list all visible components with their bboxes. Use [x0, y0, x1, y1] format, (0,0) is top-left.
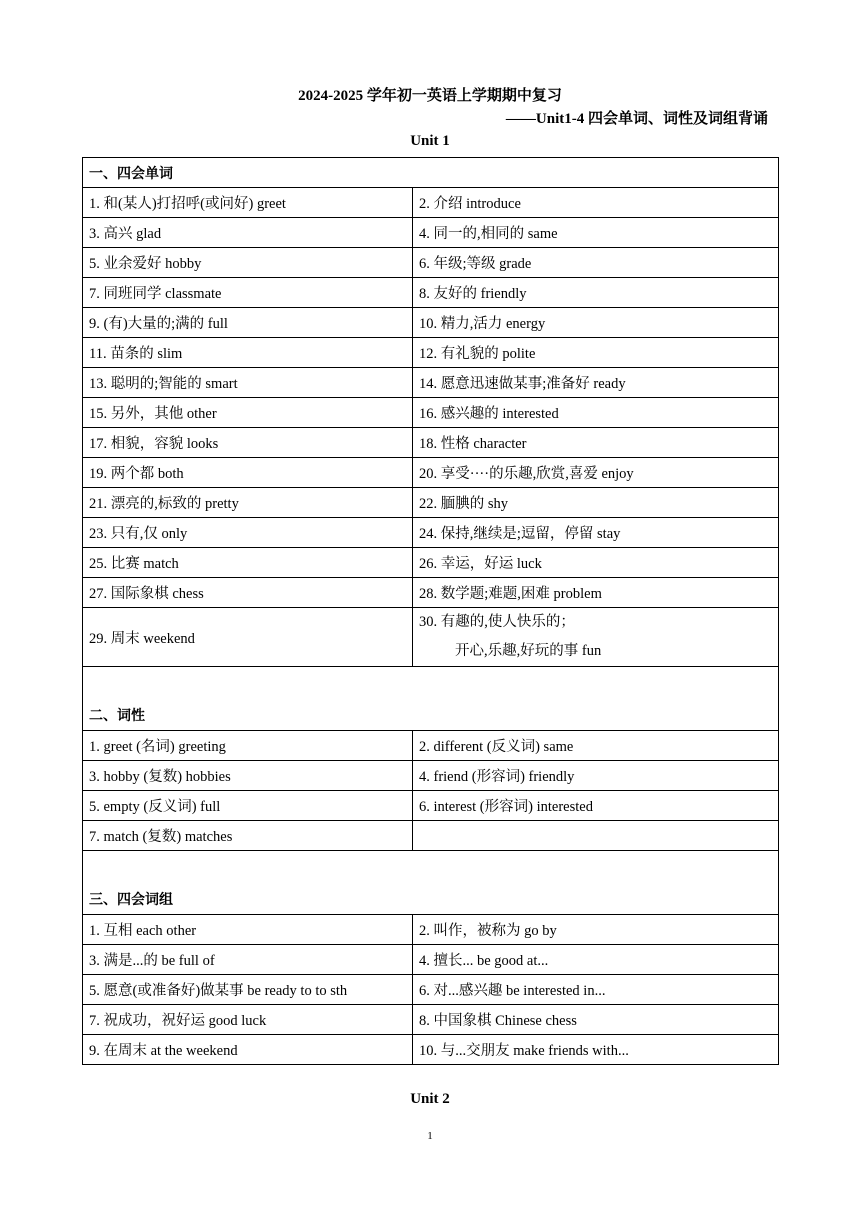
page-number: 1: [427, 1130, 433, 1142]
word-row-right-cell: 24. 保持,继续是;逗留，停留 stay: [413, 518, 779, 548]
word-row-left-cell: 13. 聪明的;智能的 smart: [83, 368, 413, 398]
word-row: [83, 278, 779, 308]
pos-row-right-cell: 2. different (反义词) same: [413, 731, 779, 761]
word-row: [83, 368, 779, 398]
pos-row: [83, 761, 779, 791]
word-row-right-cell: 14. 愿意迅速做某事;准备好 ready: [413, 368, 779, 398]
pos-row: [83, 791, 779, 821]
word-row-right-cell: 10. 精力,活力 energy: [413, 308, 779, 338]
word-row-left-cell: 5. 业余爱好 hobby: [83, 248, 413, 278]
phrase-row-left-cell: 7. 祝成功，祝好运 good luck: [83, 1005, 413, 1035]
word-row-right-cell: 20. 享受····的乐趣,欣赏,喜爱 enjoy: [413, 458, 779, 488]
phrase-row: [83, 975, 779, 1005]
document-subtitle: ——Unit1-4 四会单词、词性及词组背诵: [505, 111, 768, 127]
pos-row: [83, 731, 779, 761]
word-row: [83, 458, 779, 488]
phrase-row-right-cell: 4. 擅长... be good at...: [413, 945, 779, 975]
phrase-row: [83, 1005, 779, 1035]
unit-1-heading: Unit 1: [410, 133, 450, 149]
word-row-right-cell: 6. 年级;等级 grade: [413, 248, 779, 278]
word-row-left-cell: 25. 比赛 match: [83, 548, 413, 578]
phrase-row-right-cell: 6. 对...感兴趣 be interested in...: [413, 975, 779, 1005]
phrase-row-left-cell: 5. 愿意(或准备好)做某事 be ready to to sth: [83, 975, 413, 1005]
phrase-row-right-cell: 8. 中国象棋 Chinese chess: [413, 1005, 779, 1035]
vocabulary-table: [82, 157, 779, 1065]
word-row-left-cell: 17. 相貌，容貌 looks: [83, 428, 413, 458]
word-row-left-cell: 21. 漂亮的,标致的 pretty: [83, 488, 413, 518]
word-row: [83, 308, 779, 338]
word-row-left-cell: 27. 国际象棋 chess: [83, 578, 413, 608]
phrase-row: [83, 1035, 779, 1065]
pos-row-right-cell: 6. interest (形容词) interested: [413, 791, 779, 821]
word-row-right-cell: 26. 幸运，好运 luck: [413, 548, 779, 578]
section-row: [83, 851, 779, 915]
word-row-right-cell: 4. 同一的,相同的 same: [413, 218, 779, 248]
pos-row-left-cell: 1. greet (名词) greeting: [83, 731, 413, 761]
unit-2-heading: Unit 2: [410, 1091, 450, 1107]
phrase-row-left-cell: 3. 满是...的 be full of: [83, 945, 413, 975]
word-row-left-cell: 3. 高兴 glad: [83, 218, 413, 248]
word-row-right-cell: [413, 608, 779, 667]
word-row: [83, 338, 779, 368]
word-row-right-cell: 16. 感兴趣的 interested: [413, 398, 779, 428]
section-title-words: 一、四会单词: [83, 158, 779, 188]
word-row-right-cell: 8. 友好的 friendly: [413, 278, 779, 308]
word-row: [83, 608, 779, 667]
word-row-left-cell: 9. (有)大量的;满的 full: [83, 308, 413, 338]
word-row-left-cell: 11. 苗条的 slim: [83, 338, 413, 368]
section-title-pos: 二、词性: [83, 667, 779, 731]
pos-row-right-cell: 4. friend (形容词) friendly: [413, 761, 779, 791]
word-row: [83, 398, 779, 428]
phrase-row: [83, 945, 779, 975]
word-row: [83, 548, 779, 578]
word-row-right-cell: 22. 腼腆的 shy: [413, 488, 779, 518]
section-row-words: [83, 158, 779, 188]
word-row-right-cell: 18. 性格 character: [413, 428, 779, 458]
document-title: 2024-2025 学年初一英语上学期期中复习: [298, 88, 562, 104]
word-row-right-cell: 12. 有礼貌的 polite: [413, 338, 779, 368]
pos-row-left-cell: 3. hobby (复数) hobbies: [83, 761, 413, 791]
word-row-left-cell: 7. 同班同学 classmate: [83, 278, 413, 308]
section-title-phrases: 三、四会词组: [83, 851, 779, 915]
phrase-row-right-cell: 10. 与...交朋友 make friends with...: [413, 1035, 779, 1065]
word-definition-line-1: 30. 有趣的,使人快乐的；: [419, 614, 575, 630]
word-row: [83, 518, 779, 548]
section-row: [83, 667, 779, 731]
word-row: [83, 578, 779, 608]
word-row-left-cell: 15. 另外，其他 other: [83, 398, 413, 428]
phrase-row-left-cell: 9. 在周末 at the weekend: [83, 1035, 413, 1065]
word-row-left-cell: 29. 周末 weekend: [83, 608, 413, 667]
word-row: [83, 428, 779, 458]
pos-row-right-cell: [413, 821, 779, 851]
word-row: [83, 218, 779, 248]
word-row-right-cell: 28. 数学题;难题,困难 problem: [413, 578, 779, 608]
word-row: [83, 188, 779, 218]
phrase-row: [83, 915, 779, 945]
phrase-row-left-cell: 1. 互相 each other: [83, 915, 413, 945]
word-row-right-cell: 2. 介绍 introduce: [413, 188, 779, 218]
word-row-left-cell: 1. 和(某人)打招呼(或问好) greet: [83, 188, 413, 218]
pos-row-left-cell: 7. match (复数) matches: [83, 821, 413, 851]
word-row-left-cell: 23. 只有,仅 only: [83, 518, 413, 548]
word-row-left-cell: 19. 两个都 both: [83, 458, 413, 488]
word-row: [83, 488, 779, 518]
phrase-row-right-cell: 2. 叫作，被称为 go by: [413, 915, 779, 945]
pos-row-left-cell: 5. empty (反义词) full: [83, 791, 413, 821]
pos-row: [83, 821, 779, 851]
word-row: [83, 248, 779, 278]
word-definition-line-2: 开心,乐趣,好玩的事 fun: [455, 643, 602, 659]
